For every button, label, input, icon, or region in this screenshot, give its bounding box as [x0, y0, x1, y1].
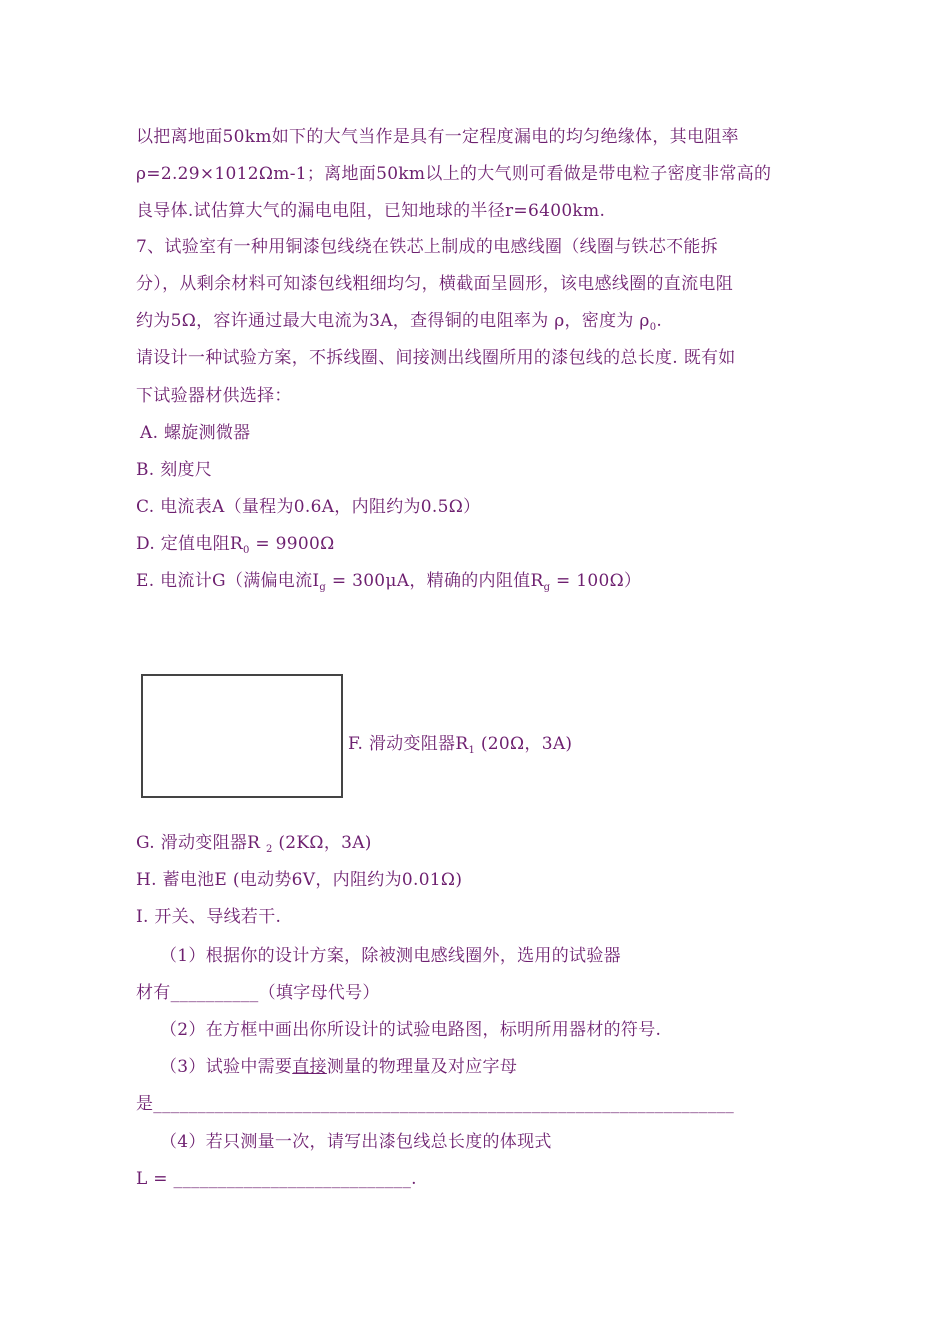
option-d-value: = 9900Ω	[249, 534, 335, 554]
option-c: C. 电流表A（量程为0.6A，内阻约为0.5Ω）	[136, 497, 481, 517]
q7-line-3	[136, 310, 662, 335]
option-f-value: (20Ω，3A)	[475, 734, 573, 754]
subquestion-1-line-1: （1）根据你的设计方案，除被测电感线圈外，选用的试验器	[160, 946, 621, 966]
option-g	[136, 832, 372, 857]
underlined-direct: 直接	[292, 1057, 327, 1077]
subquestion-3-line-1	[160, 1056, 517, 1078]
option-e-text: E. 电流计G（满偏电流I	[136, 571, 320, 591]
option-d	[136, 533, 335, 558]
subquestion-3-text-a: （3）试验中需要	[160, 1057, 293, 1077]
option-b: B. 刻度尺	[136, 460, 213, 480]
option-d-subscript: 0	[243, 545, 250, 556]
option-f-text: F. 滑动变阻器R	[348, 734, 469, 754]
option-d-text: D. 定值电阻R	[136, 534, 244, 554]
q7-line-5: 下试验器材供选择：	[136, 386, 292, 406]
option-g-text: G. 滑动变阻器R	[136, 833, 266, 853]
q7-line-2: 分），从剩余材料可知漆包线粗细均匀，横截面呈圆形，该电感线圈的直流电阻	[136, 274, 733, 294]
option-a: A. 螺旋测微器	[140, 423, 251, 443]
subquestion-4-line-1: （4）若只测量一次，请写出漆包线总长度的体现式	[160, 1132, 552, 1152]
q7-line-4: 请设计一种试验方案，不拆线圈、间接测出线圈所用的漆包线的总长度. 既有如	[136, 348, 736, 368]
option-f-subscript: 1	[468, 745, 476, 756]
q7-line-3-text: 约为5Ω，容许通过最大电流为3A，查得铜的电阻率为 ρ，密度为 ρ	[136, 311, 650, 331]
option-e	[136, 570, 641, 595]
q7-line-3-end: .	[656, 311, 663, 331]
intro-line-1: 以把离地面50km如下的大气当作是具有一定程度漏电的均匀绝缘体，其电阻率	[136, 127, 739, 147]
option-f	[348, 733, 572, 758]
subquestion-3-line-2: 是__________________________________________________________________	[136, 1094, 735, 1114]
subquestion-4-line-2: L = ___________________________.	[136, 1169, 417, 1189]
option-e-value: = 100Ω）	[550, 571, 642, 591]
option-h: H. 蓄电池E (电动势6V，内阻约为0.01Ω)	[136, 870, 463, 890]
intro-line-2: ρ=2.29×1012Ωm-1；离地面50km以上的大气则可看做是带电粒子密度非常高的	[136, 164, 772, 184]
option-e-subscript-2: g	[543, 582, 551, 593]
rho-subscript: 0	[649, 322, 657, 333]
option-e-subscript-1: g	[319, 582, 327, 593]
subquestion-2: （2）在方框中画出你所设计的试验电路图，标明所用器材的符号.	[160, 1020, 662, 1040]
intro-line-3: 良导体.试估算大气的漏电电阻，已知地球的半径r=6400km.	[136, 201, 606, 221]
option-i: I. 开关、导线若干.	[136, 907, 282, 927]
subquestion-1-line-2: 材有__________（填字母代号）	[136, 983, 380, 1003]
option-g-value: (2KΩ，3A)	[272, 833, 372, 853]
subquestion-3-text-b: 测量的物理量及对应字母	[326, 1057, 518, 1077]
circuit-drawing-box[interactable]	[141, 674, 343, 798]
option-g-subscript: 2	[266, 844, 273, 855]
q7-line-1: 7、试验室有一种用铜漆包线绕在铁芯上制成的电感线圈（线圈与铁芯不能拆	[136, 237, 719, 257]
option-e-mid: = 300μA，精确的内阻值R	[326, 571, 544, 591]
